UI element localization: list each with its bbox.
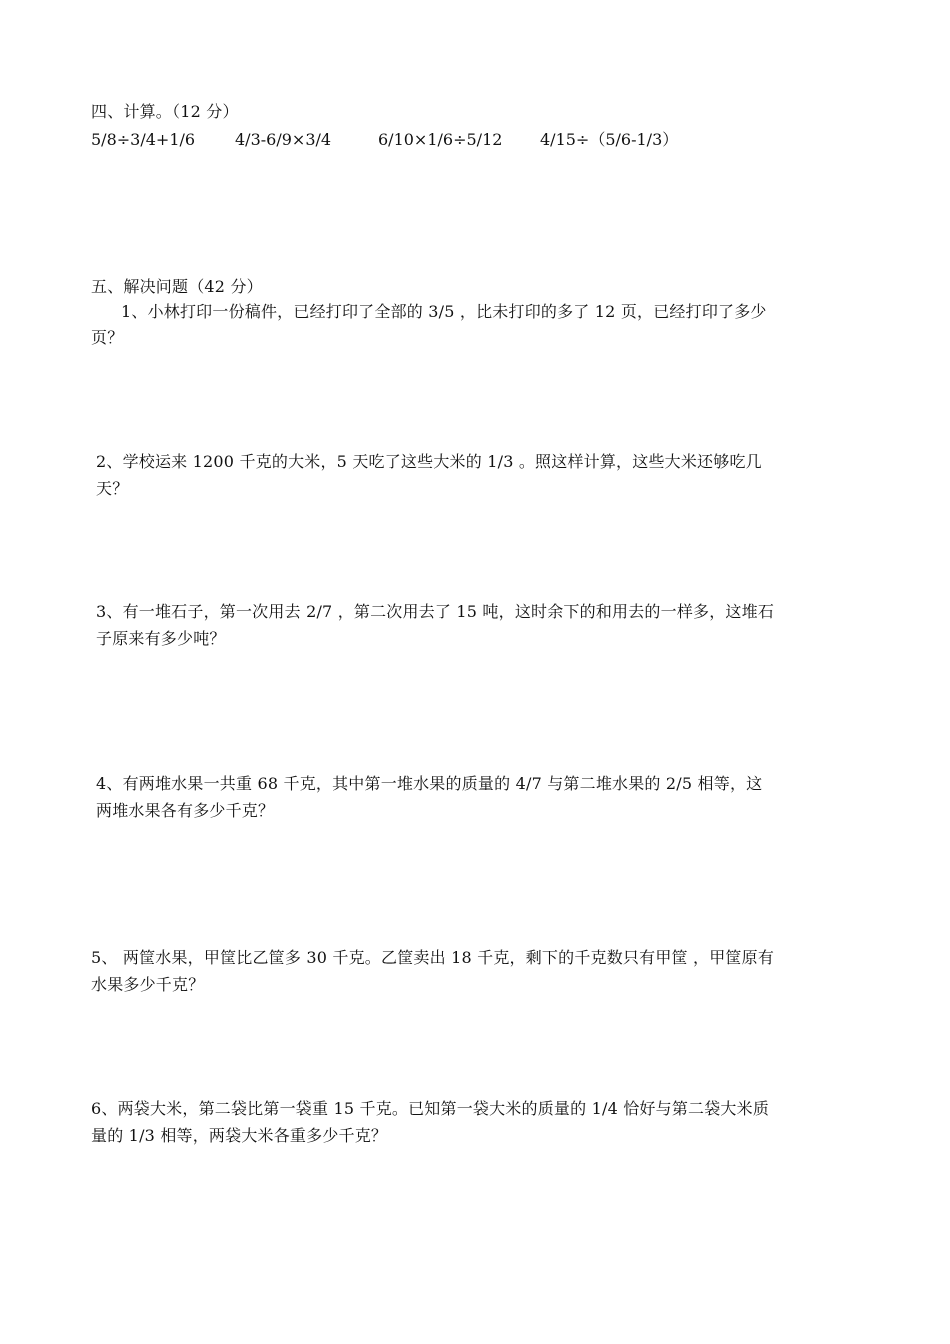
calc-expression-3: 6/10×1/6÷5/12 xyxy=(378,130,503,149)
problem-6-line-1: 6、两袋大米，第二袋比第一袋重 15 千克。已知第一袋大米的质量的 1/4 恰好与第二袋大米质 xyxy=(91,1099,770,1118)
problem-5-line-2: 水果多少千克？ xyxy=(91,975,205,994)
calc-expression-2: 4/3-6/9×3/4 xyxy=(235,130,332,149)
calc-expression-1: 5/8÷3/4+1/6 xyxy=(91,130,196,149)
problem-2-line-2: 天？ xyxy=(96,479,129,498)
problem-1-line-2: 页？ xyxy=(91,328,124,347)
problem-4-line-2: 两堆水果各有多少千克？ xyxy=(96,801,275,820)
problem-6-line-2: 量的 1/3 相等，两袋大米各重多少千克？ xyxy=(91,1126,388,1145)
calculation-expressions xyxy=(91,128,891,152)
problem-4-line-1: 4、有两堆水果一共重 68 千克，其中第一堆水果的质量的 4/7 与第二堆水果的 2/5 相等，这 xyxy=(96,774,763,793)
problem-1-line-1: 1、小林打印一份稿件，已经打印了全部的 3/5 ，比未打印的多了 12 页，已经打印了多少 xyxy=(121,302,767,321)
calc-expression-4: 4/15÷（5/6-1/3） xyxy=(540,130,679,149)
problem-3-line-2: 子原来有多少吨？ xyxy=(96,629,226,648)
problem-5-line-1: 5、 两筐水果，甲筐比乙筐多 30 千克。乙筐卖出 18 千克，剩下的千克数只有甲筐 ，甲筐原有 xyxy=(91,948,775,967)
problem-3-line-1: 3、有一堆石子，第一次用去 2/7 ，第二次用去了 15 吨，这时余下的和用去的一样多，这堆石 xyxy=(96,602,775,621)
section5-heading: 五、解决问题（42 分） xyxy=(91,277,263,296)
section4-heading: 四、计算。（12 分） xyxy=(91,102,239,121)
problem-2-line-1: 2、学校运来 1200 千克的大米，5 天吃了这些大米的 1/3 。照这样计算，这些大米还够吃几 xyxy=(96,452,762,471)
